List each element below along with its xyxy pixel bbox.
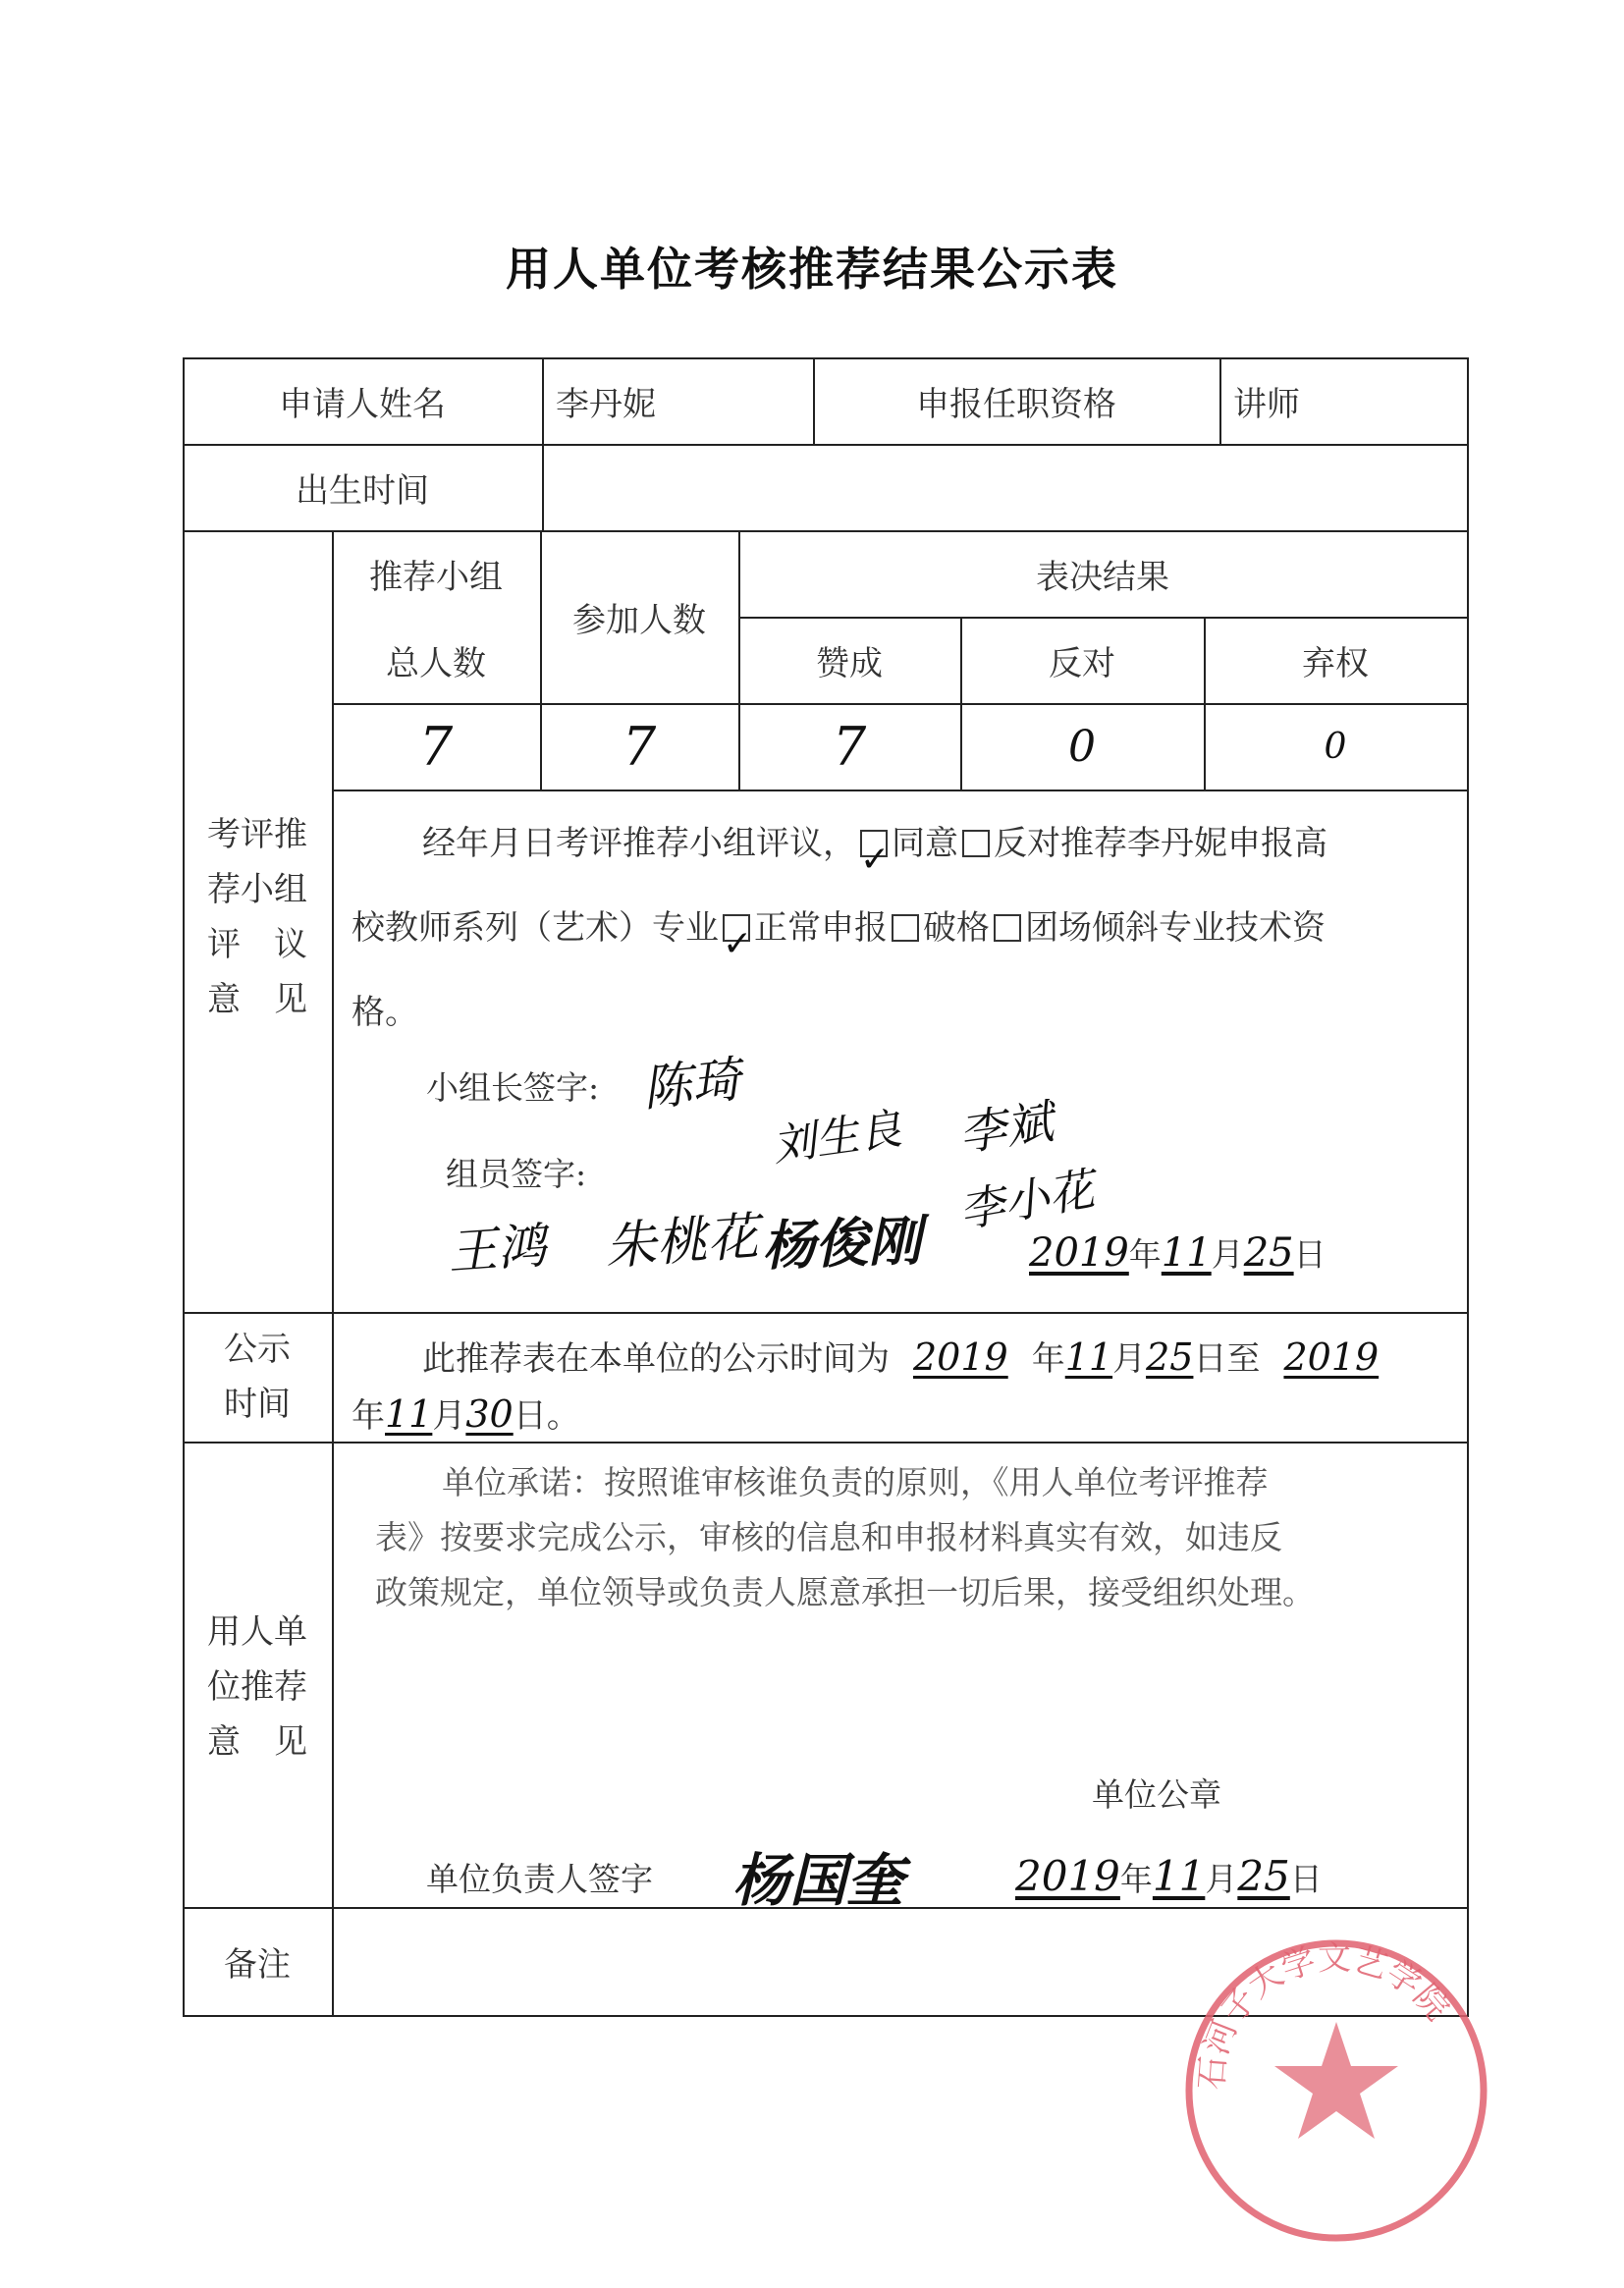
publicity-intro: 此推荐表在本单位的公示时间为 — [422, 1339, 890, 1379]
publicity-end-month: 11 — [385, 1392, 433, 1436]
year-char: 年 — [352, 1396, 385, 1436]
publicity-end-year: 2019 — [1283, 1335, 1380, 1379]
member-signature: 李斌 — [955, 1094, 1057, 1163]
normal-option-label: 正常申报 — [754, 908, 888, 948]
opinion-line-2 — [352, 886, 1461, 970]
opinion-date-year: 2019 — [1029, 1230, 1129, 1276]
agree-checkbox[interactable] — [860, 830, 888, 857]
row-divider — [183, 1312, 1469, 1314]
publicity-label — [183, 1322, 332, 1432]
group-total-label-2: 总人数 — [386, 643, 486, 683]
opinion-text: 经年月日考评推荐小组评议， — [422, 824, 856, 863]
member-signature: 李小花 — [954, 1162, 1099, 1238]
year-char: 年 — [1128, 1235, 1162, 1274]
agree-option-label: 同意 — [892, 824, 958, 863]
leader-sign-label: 小组长签字: — [426, 1068, 600, 1107]
vote-section-label-line: 荐小组 — [207, 870, 307, 909]
year-char: 年 — [1119, 1860, 1153, 1898]
vote-section-label-line: 评 议 — [207, 925, 307, 964]
unit-section-label — [183, 1605, 332, 1770]
abstain-value: 0 — [1324, 726, 1347, 767]
result-label: 表决结果 — [1036, 557, 1169, 597]
applicant-name-value: 李丹妮 — [556, 384, 656, 424]
member-signature: 刘生良 — [769, 1104, 905, 1171]
publicity-label-line: 公示 — [224, 1330, 291, 1369]
opinion-paragraph — [352, 801, 1461, 1055]
vote-section-label — [183, 807, 332, 1027]
tilt-checkbox[interactable] — [994, 914, 1021, 942]
year-char: 年 — [1031, 1339, 1065, 1379]
abstain-label: 弃权 — [1302, 643, 1369, 683]
unit-date-year: 2019 — [1015, 1852, 1120, 1900]
vote-section-label-line: 意 见 — [207, 980, 307, 1019]
member-signature: 杨俊刚 — [761, 1209, 923, 1278]
seal-star-icon — [1274, 2022, 1398, 2139]
oppose-checkbox[interactable] — [962, 830, 990, 857]
publicity-end-tail: 日。 — [513, 1396, 580, 1436]
group-total-label-1: 推荐小组 — [369, 557, 503, 597]
unit-date-month: 11 — [1152, 1852, 1206, 1900]
exception-option-label: 破格 — [923, 908, 990, 948]
birth-value — [542, 444, 1479, 530]
publicity-text — [352, 1330, 1461, 1444]
unit-commitment — [375, 1455, 1465, 1620]
unit-section-label-line: 用人单 — [207, 1612, 307, 1652]
against-value: 0 — [1068, 721, 1096, 772]
opinion-line-3: 格。 — [352, 993, 418, 1032]
unit-date — [1015, 1852, 1323, 1900]
form-title: 用人单位考核推荐结果公示表 — [506, 243, 1118, 296]
opinion-text: 校教师系列（艺术）专业 — [352, 908, 719, 948]
opinion-date — [1029, 1229, 1326, 1276]
normal-checkbox[interactable] — [723, 914, 750, 942]
month-char: 月 — [1205, 1860, 1238, 1898]
opinion-date-day: 25 — [1243, 1230, 1294, 1276]
publicity-start-month: 11 — [1064, 1335, 1113, 1379]
day-char: 日 — [1289, 1860, 1323, 1898]
publicity-line-2 — [352, 1387, 1461, 1444]
remark-label: 备注 — [224, 1944, 291, 1985]
unit-head-signature: 杨国奎 — [732, 1847, 904, 1914]
exception-checkbox[interactable] — [892, 914, 919, 942]
opinion-line-1 — [352, 801, 1461, 886]
seal-ring-text: 石河子大学文艺学院 — [1192, 1938, 1457, 2092]
row-divider — [332, 790, 1469, 791]
member-signature: 朱桃花 — [603, 1207, 761, 1278]
month-char: 月 — [1112, 1339, 1147, 1379]
birth-label: 出生时间 — [296, 470, 429, 511]
month-char: 月 — [432, 1396, 466, 1436]
publicity-start-day: 25 — [1146, 1335, 1194, 1379]
month-char: 月 — [1211, 1235, 1244, 1274]
opinion-date-month: 11 — [1161, 1230, 1212, 1276]
day-char: 日 — [1293, 1235, 1326, 1274]
publicity-start-year: 2019 — [913, 1335, 1008, 1379]
unit-section-label-line: 位推荐 — [207, 1667, 307, 1707]
publicity-end-day: 30 — [465, 1392, 514, 1436]
attend-label: 参加人数 — [572, 600, 706, 640]
publicity-label-line: 时间 — [224, 1385, 291, 1424]
attend-value: 7 — [622, 715, 657, 778]
agree-label: 赞成 — [816, 643, 883, 683]
vote-section-label-line: 考评推 — [207, 815, 307, 854]
member-sign-label: 组员签字: — [446, 1155, 587, 1193]
unit-head-sign-label: 单位负责人签字 — [426, 1860, 653, 1898]
leader-signature: 陈琦 — [639, 1050, 744, 1118]
commit-line: 政策规定，单位领导或负责人愿意承担一切后果，接受组织处理。 — [375, 1573, 1315, 1611]
seal-label: 单位公章 — [1092, 1775, 1221, 1814]
applicant-name-label: 申请人姓名 — [279, 384, 446, 424]
unit-section-label-line: 意 见 — [207, 1722, 307, 1762]
group-total-value: 7 — [418, 715, 454, 778]
commit-line: 单位承诺：按照谁审核谁负责的原则，《用人单位考评推荐 — [442, 1463, 1269, 1501]
table-border-right — [1467, 357, 1469, 2017]
qualification-value: 讲师 — [1233, 384, 1300, 424]
publicity-to: 日至 — [1193, 1339, 1261, 1379]
member-signature: 王鸿 — [446, 1217, 549, 1281]
commit-line: 表》按要求完成公示，审核的信息和申报材料真实有效，如违反 — [375, 1518, 1282, 1556]
form-table — [183, 357, 1469, 2092]
unit-date-day: 25 — [1237, 1852, 1290, 1900]
against-label: 反对 — [1049, 643, 1115, 683]
tilt-option-label: 团场倾斜专业技术资 — [1025, 908, 1326, 948]
agree-value: 7 — [832, 715, 867, 778]
remark-value — [332, 1907, 1465, 2015]
qualification-label: 申报任职资格 — [916, 384, 1116, 424]
oppose-option-label: 反对推荐李丹妮申报高 — [994, 824, 1327, 863]
publicity-line-1 — [352, 1330, 1461, 1387]
